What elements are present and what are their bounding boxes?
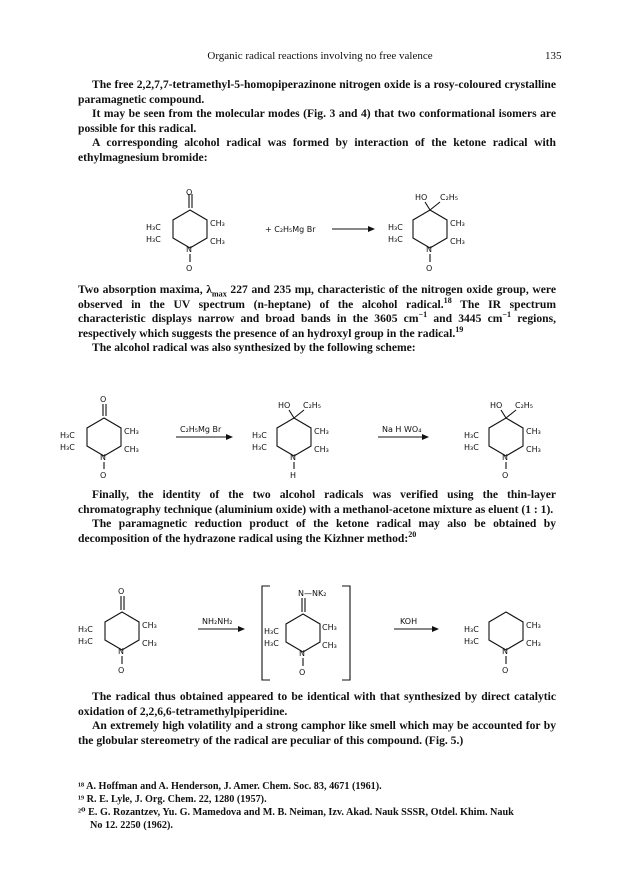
svg-text:C₂H₅: C₂H₅	[303, 401, 322, 410]
running-header: Organic radical reactions involving no free valence	[207, 50, 433, 62]
text-block-spectra	[78, 283, 556, 356]
svg-text:O: O	[100, 471, 107, 480]
footnote-18: ¹⁸ A. Hoffman and A. Henderson, J. Amer. Chem. Soc. 83, 4671 (1961).	[78, 781, 382, 792]
svg-text:HO: HO	[490, 401, 503, 410]
ethyl-label: C₂H₅	[440, 193, 459, 202]
nitrogen-label: N	[186, 245, 192, 254]
methyl-label-right-2: CH₃	[210, 237, 225, 246]
nitrogen-label: N	[426, 245, 432, 254]
methyl-label-left-2: H₃C	[146, 235, 161, 244]
svg-text:H₃C: H₃C	[78, 637, 93, 646]
hydrazone-radical-structure	[262, 586, 350, 680]
reagent-hydrazine: NH₂NH₂	[202, 617, 233, 626]
paragraph-volatility: An extremely high volatility and a strong camphor like smell which may be accounted for by the globular stereometry of the radical are peculiar of this compound. (Fig. 5.)	[78, 719, 556, 747]
svg-text:N: N	[502, 647, 508, 656]
reagent-ethylmagnesium-bromide: + C₂H₅Mg Br	[265, 225, 316, 234]
svg-text:O: O	[100, 395, 107, 404]
svg-text:H₃C: H₃C	[252, 431, 267, 440]
reaction-scheme-1	[0, 186, 624, 274]
paragraph-alcohol-radical: A corresponding alcohol radical was formed by interaction of the ketone radical with ethylmagnesium bromide:	[78, 136, 556, 164]
methyl-label-left-1: H₃C	[388, 223, 403, 232]
text-block-bottom	[78, 690, 556, 748]
svg-text:H₃C: H₃C	[60, 443, 75, 452]
paragraph-scheme-intro: The alcohol radical was also synthesized by the following scheme:	[92, 341, 416, 355]
reagent-tungstate: Na H WO₄	[382, 425, 422, 434]
svg-text:CH₃: CH₃	[314, 445, 329, 454]
svg-text:N: N	[100, 453, 106, 462]
alcohol-radical-structure	[464, 401, 541, 480]
svg-text:H₃C: H₃C	[252, 443, 267, 452]
svg-text:CH₃: CH₃	[526, 639, 541, 648]
svg-text:N—NK₂: N—NK₂	[298, 589, 327, 598]
reaction-scheme-2	[0, 392, 624, 480]
alcohol-radical-structure	[388, 193, 465, 273]
hydroxyl-label: HO	[415, 193, 428, 202]
svg-text:CH₃: CH₃	[314, 427, 329, 436]
footnotes	[78, 780, 556, 832]
hydroxylamine-alcohol-structure	[252, 401, 329, 480]
svg-text:H₃C: H₃C	[60, 431, 75, 440]
svg-text:H₃C: H₃C	[264, 639, 279, 648]
svg-text:CH₃: CH₃	[142, 621, 157, 630]
reagent-grignard: C₂H₅Mg Br	[180, 425, 222, 434]
svg-text:H₃C: H₃C	[464, 637, 479, 646]
svg-text:CH₃: CH₃	[124, 427, 139, 436]
svg-text:CH₃: CH₃	[526, 427, 541, 436]
svg-text:O: O	[502, 471, 509, 480]
svg-text:N: N	[299, 649, 305, 658]
ketone-radical-structure	[60, 395, 139, 480]
svg-text:O: O	[502, 666, 509, 675]
svg-text:O: O	[118, 587, 125, 596]
reaction-scheme-3	[0, 580, 624, 684]
oxyl-label: O	[426, 264, 433, 273]
oxo-label: O	[186, 188, 193, 197]
svg-text:CH₃: CH₃	[526, 445, 541, 454]
oxyl-label: O	[186, 264, 193, 273]
paragraph-conformers: It may be seen from the molecular modes (Fig. 3 and 4) that two conformational isomers are possible for this radical.	[78, 107, 556, 135]
methyl-label-right-1: CH₃	[450, 219, 465, 228]
methyl-label-right-1: CH₃	[210, 219, 225, 228]
ketone-radical-structure	[78, 587, 157, 675]
paragraph-spectra: Two absorption maxima, $\lambda_{max}$ 227 and 235 mμ, characteristic of the nitrogen oxide group, were observed in the UV spectrum (n-heptane) of the alcohol radical.$^{18}$ The IR spectrum characteristic displays narrow and broad bands in the 3605 $cm^{-1}$ and 3445 $cm^{-1}$ regions, respectively which suggests the presence of an hydroxyl group in the radical.$^{19}$	[78, 283, 556, 340]
paragraph-nitrogen-oxide: The free 2,2,7,7-tetramethyl-5-homopiperazinone nitrogen oxide is a rosy-coloured crystalline paramagnetic compound.	[78, 78, 556, 106]
svg-text:N: N	[502, 453, 508, 462]
svg-text:H: H	[290, 471, 297, 480]
svg-text:N: N	[118, 647, 124, 656]
svg-text:H₃C: H₃C	[78, 625, 93, 634]
piperidine-radical-structure	[464, 612, 541, 675]
svg-text:C₂H₅: C₂H₅	[515, 401, 534, 410]
svg-text:CH₃: CH₃	[526, 621, 541, 630]
svg-text:H₃C: H₃C	[464, 443, 479, 452]
paragraph-kizhner: The paramagnetic reduction product of the ketone radical may also be obtained by decomposition of the hydrazone radical using the Kizhner method:$^{20}$	[78, 517, 556, 545]
ketone-radical-structure	[146, 188, 225, 273]
svg-text:H₃C: H₃C	[464, 431, 479, 440]
svg-text:H₃C: H₃C	[464, 625, 479, 634]
svg-text:CH₃: CH₃	[322, 641, 337, 650]
methyl-label-left-1: H₃C	[146, 223, 161, 232]
methyl-label-left-2: H₃C	[388, 235, 403, 244]
svg-text:CH₃: CH₃	[322, 623, 337, 632]
page-number: 135	[545, 50, 562, 62]
text-block-identity	[78, 488, 556, 546]
svg-text:N: N	[290, 453, 296, 462]
footnote-20: ²⁰ E. G. Rozantzev, Yu. G. Mamedova and M. B. Neiman, Izv. Akad. Nauk SSSR, Otdel. Khim. Nauk	[78, 807, 514, 818]
methyl-label-right-2: CH₃	[450, 237, 465, 246]
svg-text:CH₃: CH₃	[142, 639, 157, 648]
footnote-19: ¹⁹ R. E. Lyle, J. Org. Chem. 22, 1280 (1957).	[78, 794, 267, 805]
paragraph-catalytic-oxidation: The radical thus obtained appeared to be identical with that synthesized by direct catalytic oxidation of 2,2,6,6-tetramethylpiperidine.	[78, 690, 556, 718]
svg-text:CH₃: CH₃	[124, 445, 139, 454]
reagent-koh: KOH	[400, 617, 418, 626]
footnote-20-continued: No 12. 2250 (1962).	[90, 820, 173, 831]
text-block-top	[78, 78, 556, 166]
paragraph-chromatography: Finally, the identity of the two alcohol radicals was verified using the thin-layer chromatography technique (aluminium oxide) with a methanol-acetone mixture as eluent (1 : 1).	[78, 488, 556, 516]
svg-text:O: O	[299, 668, 306, 677]
svg-text:HO: HO	[278, 401, 291, 410]
svg-text:O: O	[118, 666, 125, 675]
svg-text:H₃C: H₃C	[264, 627, 279, 636]
